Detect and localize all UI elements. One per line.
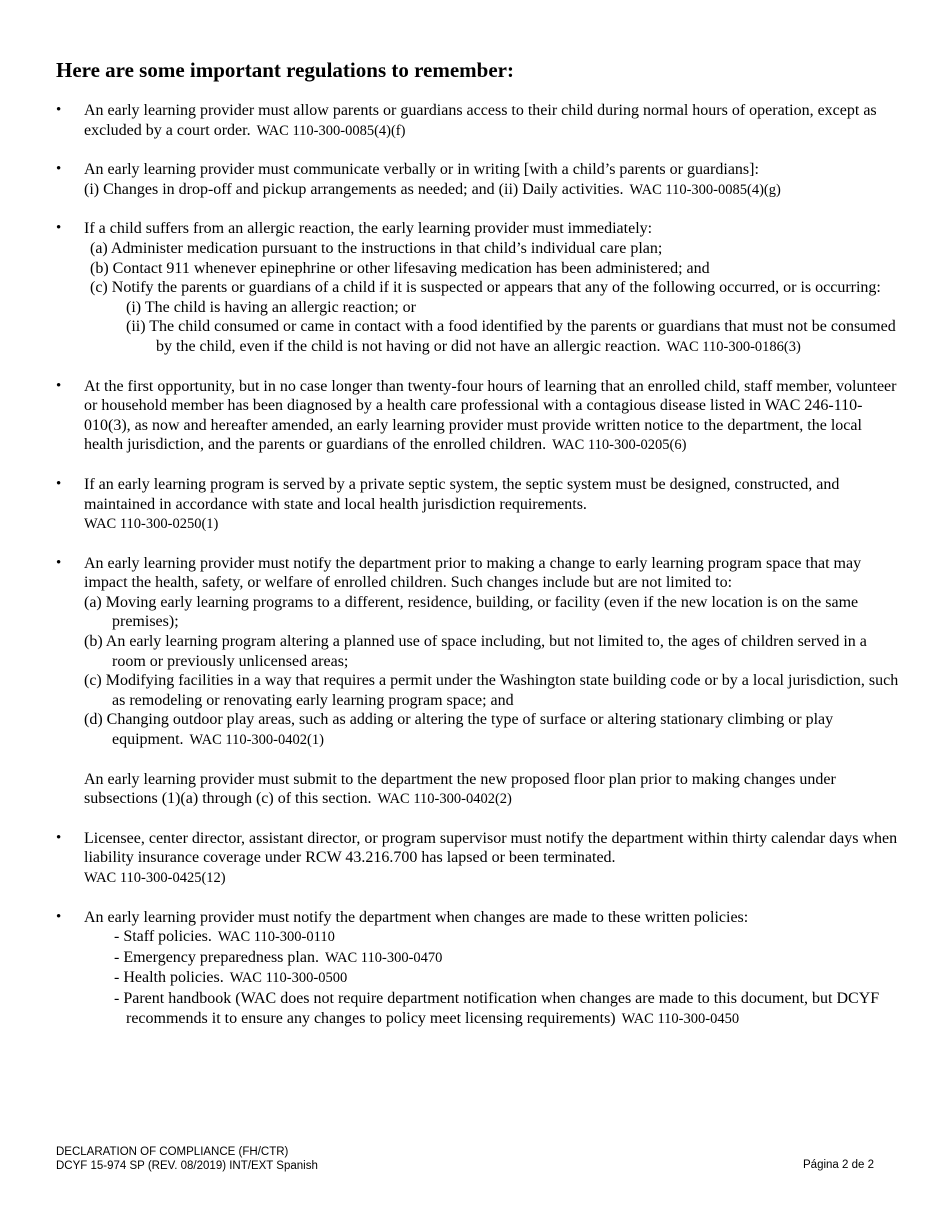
regulation-text: Licensee, center director, assistant director, or program supervisor must notify the department within thirty calendar days when liability insurance coverage under RCW 43.216.700 has lapsed or been terminated. bbox=[84, 829, 898, 867]
footer-form-title: DECLARATION OF COMPLIANCE (FH/CTR) bbox=[56, 1146, 289, 1158]
list-item bbox=[56, 829, 901, 889]
list-item bbox=[56, 219, 901, 357]
regulation-text: An early learning provider must notify the department when changes are made to these written policies: bbox=[84, 908, 749, 926]
wac-reference: WAC 110-300-0205(6) bbox=[552, 437, 687, 454]
policy-label: - Health policies. bbox=[114, 969, 224, 987]
wac-reference: WAC 110-300-0450 bbox=[621, 1010, 740, 1027]
policy-label: - Parent handbook (WAC does not require department notification when changes are made to this document, but DCYF recommends it to ensure any changes to policy meet licensing requirements) bbox=[114, 989, 880, 1027]
floor-plan-paragraph bbox=[84, 770, 901, 810]
subitem-d bbox=[84, 710, 901, 750]
policy-label: - Staff policies. bbox=[114, 928, 212, 946]
page-heading: Here are some important regulations to remember: bbox=[56, 58, 514, 82]
list-item bbox=[56, 908, 901, 1030]
wac-reference: WAC 110-300-0470 bbox=[324, 949, 443, 966]
paragraph-text: An early learning provider must submit to the department the new proposed floor plan prior to making changes under subsections (1)(a) through (c) of this section. bbox=[84, 770, 836, 808]
policy-parent-handbook bbox=[84, 989, 901, 1029]
wac-reference: WAC 110-300-0500 bbox=[229, 970, 348, 987]
regulation-text: An early learning provider must allow parents or guardians access to their child during normal hours of operation, except as excluded by a court order. bbox=[84, 102, 877, 139]
subitem-a: (a) Administer medication pursuant to the instructions in that child’s individual care plan; bbox=[90, 239, 663, 257]
wac-reference: WAC 110-300-0250(1) bbox=[84, 516, 219, 533]
wac-reference: WAC 110-300-0402(2) bbox=[377, 791, 512, 808]
subitem-c-i: (i) The child is having an allergic reaction; or bbox=[126, 298, 416, 316]
regulations-list bbox=[56, 101, 901, 1048]
wac-reference: WAC 110-300-0402(1) bbox=[189, 732, 324, 749]
subitem-c-ii bbox=[84, 317, 901, 357]
wac-reference: WAC 110-300-0186(3) bbox=[666, 338, 801, 355]
wac-reference: WAC 110-300-0085(4)(f) bbox=[256, 122, 406, 139]
regulation-text: An early learning provider must notify the department prior to making a change to early learning program space that may impact the health, safety, or welfare of enrolled children. Such changes include but are not limited to: bbox=[84, 554, 862, 592]
list-item bbox=[56, 377, 901, 456]
subitem-c-ii-text: (ii) The child consumed or came in contact with a food identified by the parents or guardians that must not be consumed by the child, even if the child is not having or did not have an allergic reaction. bbox=[126, 318, 896, 355]
list-item bbox=[56, 554, 901, 810]
regulation-text: At the first opportunity, but in no case longer than twenty-four hours of learning that an enrolled child, staff member, volunteer or household member has been diagnosed by a health care professional with a contagious disease listed in WAC 246-110-010(3), as now and hereafter amended, an early learning provider must provide written notice to the department, the local health jurisdiction, and the parents or guardians of the enrolled children. bbox=[84, 377, 897, 454]
subitem-a: (a) Moving early learning programs to a different, residence, building, or facility (even if the new location is on the same premises); bbox=[84, 593, 859, 631]
list-item bbox=[56, 101, 901, 141]
wac-reference: WAC 110-300-0425(12) bbox=[84, 870, 226, 886]
footer bbox=[56, 1146, 318, 1173]
subitem-d-text: (d) Changing outdoor play areas, such as adding or altering the type of surface or altering stationary climbing or play equipment. bbox=[84, 711, 834, 749]
regulation-text: An early learning provider must communicate verbally or in writing [with a child’s parents or guardians]: bbox=[84, 161, 759, 179]
list-item bbox=[56, 160, 901, 200]
subitem-b: (b) An early learning program altering a planned use of space including, but not limited to, the ages of children served in a room or previously unlicensed areas; bbox=[84, 633, 867, 670]
regulation-subtext: (i) Changes in drop-off and pickup arrangements as needed; and (ii) Daily activities. bbox=[84, 180, 624, 198]
subitem-c: (c) Notify the parents or guardians of a child if it is suspected or appears that any of the following occurred, or is occurring: bbox=[90, 279, 881, 297]
page-number: Página 2 de 2 bbox=[803, 1159, 874, 1171]
list-item bbox=[56, 475, 901, 535]
subitem-c: (c) Modifying facilities in a way that requires a permit under the Washington state building code or by a local jurisdiction, such as remodeling or renovating early learning program space; and bbox=[84, 672, 899, 709]
policy-label: - Emergency preparedness plan. bbox=[114, 948, 319, 966]
regulation-text: If an early learning program is served by a private septic system, the septic system must be designed, constructed, and maintained in accordance with state and local health jurisdiction requirements. bbox=[84, 475, 840, 513]
policy-staff bbox=[84, 927, 901, 948]
regulation-text: If a child suffers from an allergic reaction, the early learning provider must immediately: bbox=[84, 220, 653, 238]
policy-health bbox=[84, 968, 901, 989]
subitem-b: (b) Contact 911 whenever epinephrine or other lifesaving medication has been administered; and bbox=[90, 259, 710, 277]
footer-form-number: DCYF 15-974 SP (REV. 08/2019) INT/EXT Spanish bbox=[56, 1159, 318, 1172]
wac-reference: WAC 110-300-0085(4)(g) bbox=[629, 181, 781, 198]
policy-emergency bbox=[84, 948, 901, 969]
wac-reference: WAC 110-300-0110 bbox=[217, 929, 335, 946]
